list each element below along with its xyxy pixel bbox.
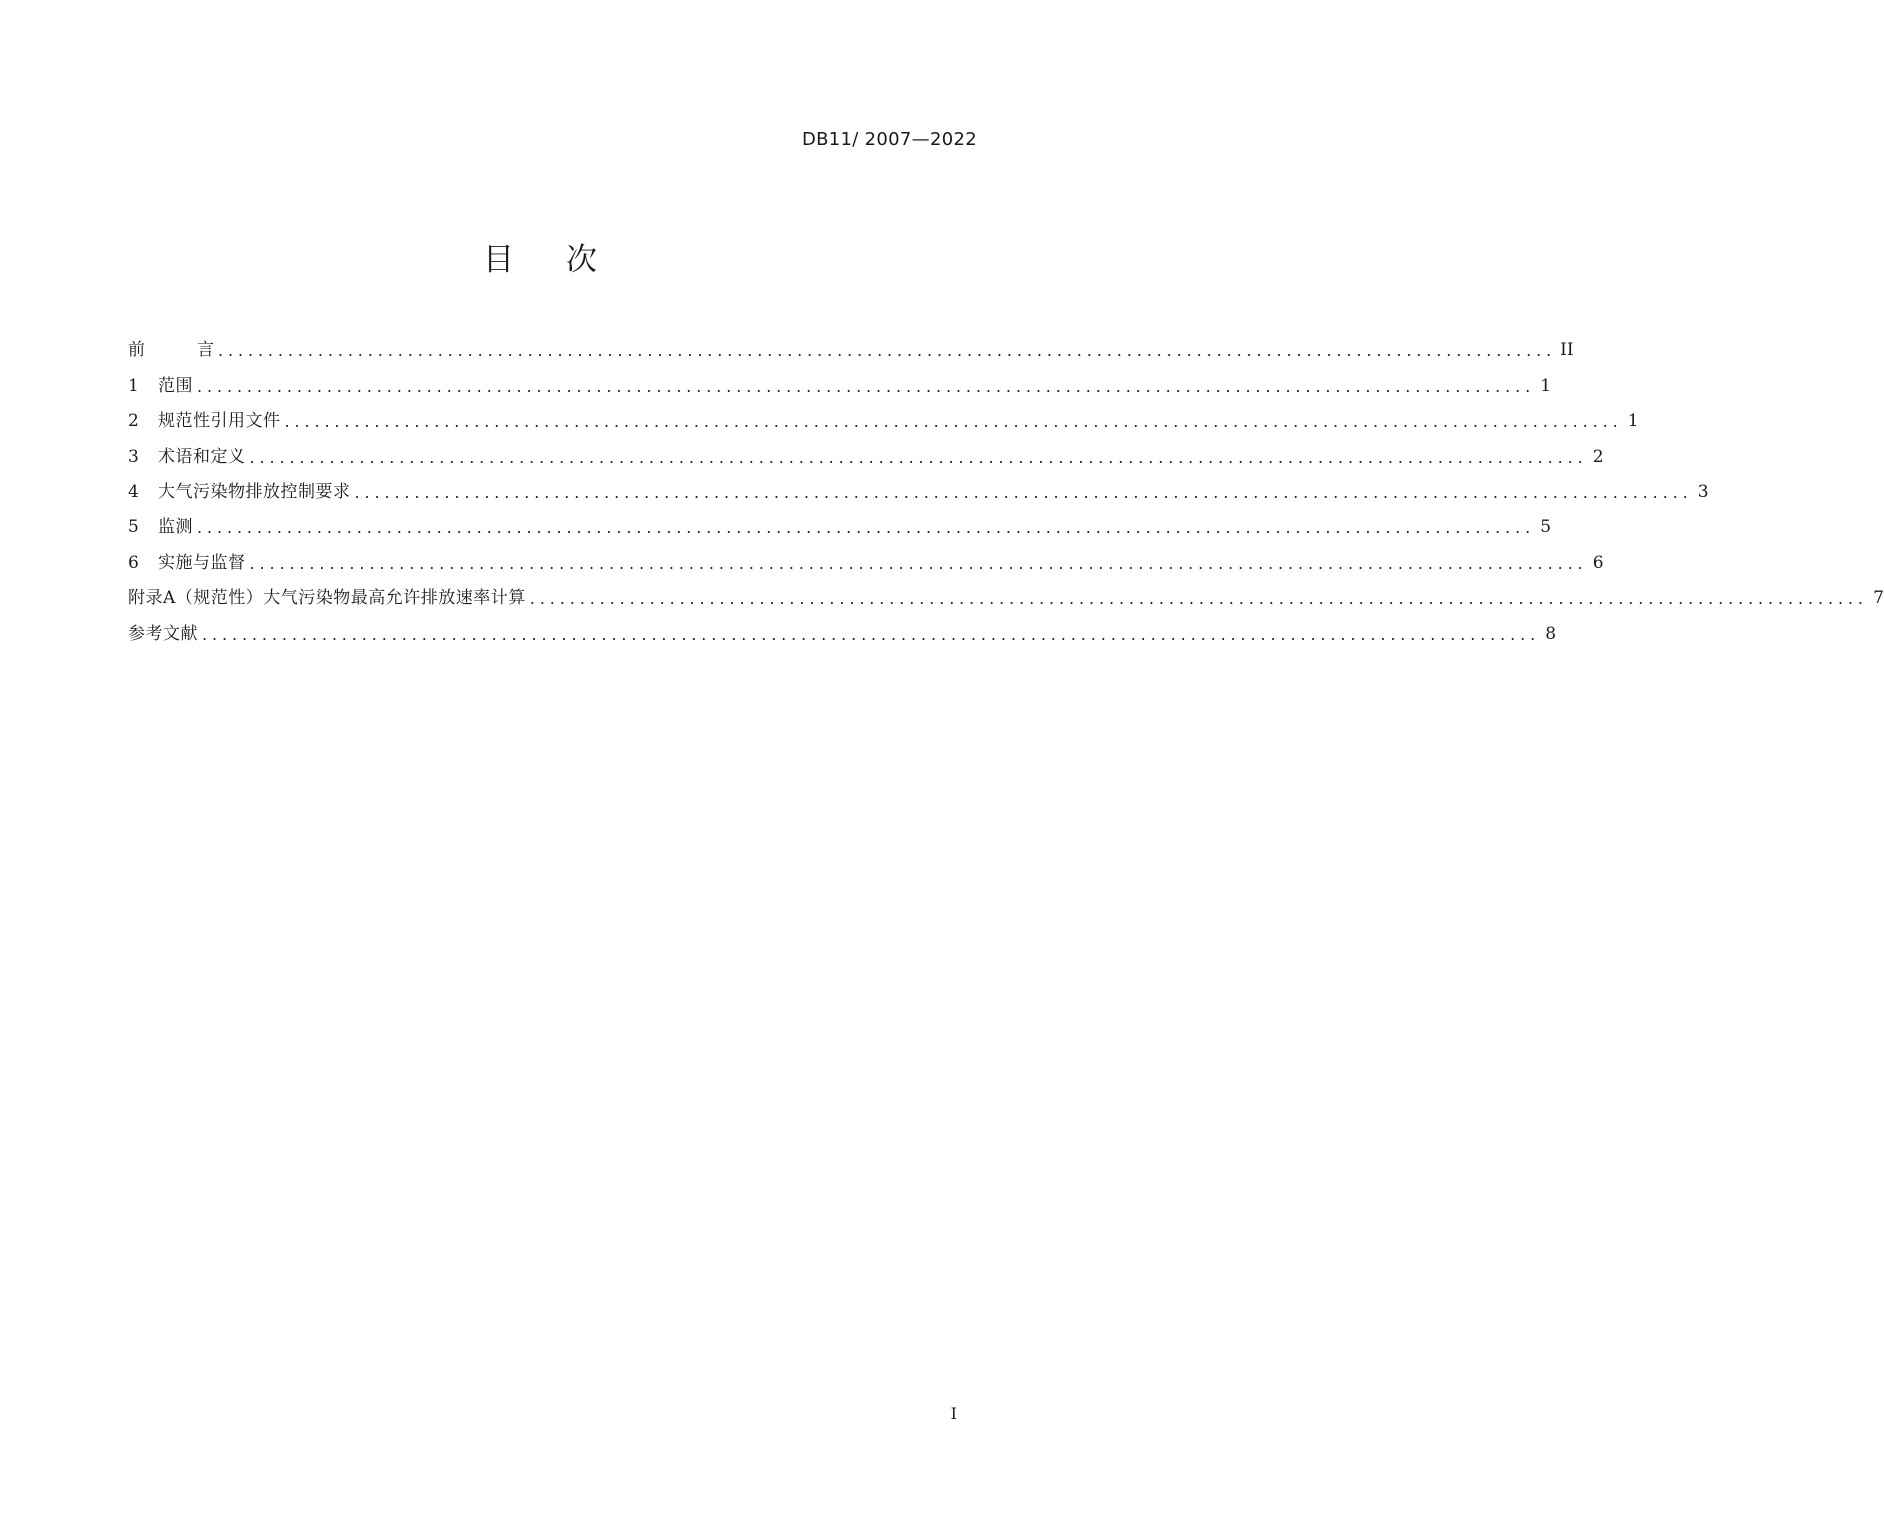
toc-leader-dots: ...................................................................................................................................... — [249, 447, 1588, 467]
toc-entry-page: II — [1560, 340, 1574, 361]
toc-entry-page: 7 — [1873, 588, 1884, 609]
toc-leader-dots: ...................................................................................................................................... — [218, 341, 1557, 361]
toc-entry-scope[interactable] — [128, 360, 1552, 396]
toc-entry-number: 6 — [128, 552, 139, 573]
toc-entry-appendix-a[interactable] — [128, 573, 1884, 609]
toc-entry-label: 实施与监督 — [158, 552, 246, 573]
toc-leader-dots: ...................................................................................................................................... — [354, 482, 1693, 502]
table-of-contents — [128, 325, 1884, 644]
toc-entry-page: 8 — [1545, 623, 1557, 644]
toc-leader-dots: ...................................................................................................................................... — [529, 589, 1868, 609]
page-title-left: 目 — [483, 242, 514, 278]
toc-entry-page: 1 — [1627, 411, 1639, 432]
toc-entry-page: 1 — [1540, 375, 1552, 396]
toc-entry-page: 5 — [1540, 517, 1552, 538]
standard-code: DB11/ 2007—2022 — [801, 129, 977, 150]
toc-entry-number: 3 — [128, 446, 139, 467]
toc-entry-emission-control[interactable] — [128, 467, 1709, 502]
toc-entry-number: 1 — [128, 375, 139, 396]
toc-entry-monitoring[interactable] — [128, 502, 1552, 538]
toc-entry-implementation[interactable] — [128, 537, 1604, 573]
page-number: I — [950, 1404, 957, 1423]
toc-leader-dots: ...................................................................................................................................... — [197, 518, 1536, 538]
toc-entry-number: 2 — [128, 411, 139, 432]
toc-entry-label: 监测 — [158, 517, 193, 538]
toc-leader-dots: ...................................................................................................................................... — [249, 553, 1588, 573]
toc-entry-label: 大气污染物排放控制要求 — [158, 481, 351, 502]
toc-entry-label: 范围 — [158, 375, 193, 396]
toc-entry-bibliography[interactable] — [128, 608, 1557, 644]
toc-entry-label: 前 言 — [128, 340, 214, 361]
toc-entry-label: 规范性引用文件 — [158, 411, 281, 432]
toc-entry-number: 4 — [128, 481, 139, 502]
toc-entry-label: 术语和定义 — [158, 446, 246, 467]
page-title — [0, 234, 1080, 279]
toc-entry-terms-definitions[interactable] — [128, 431, 1604, 467]
toc-leader-dots: ...................................................................................................................................... — [197, 376, 1536, 396]
toc-leader-dots: ...................................................................................................................................... — [284, 412, 1623, 432]
toc-entry-normative-references[interactable] — [128, 396, 1639, 432]
toc-leader-dots: ...................................................................................................................................... — [202, 624, 1541, 644]
toc-entry-label: 参考文献 — [128, 623, 198, 644]
toc-entry-page: 2 — [1592, 446, 1604, 467]
page-title-right: 次 — [566, 242, 597, 278]
toc-entry-foreword[interactable] — [128, 325, 1574, 361]
toc-entry-label: 附录A（规范性）大气污染物最高允许排放速率计算 — [128, 588, 526, 609]
toc-entry-page: 6 — [1592, 552, 1604, 573]
toc-entry-number: 5 — [128, 517, 139, 538]
toc-entry-page: 3 — [1697, 481, 1709, 502]
